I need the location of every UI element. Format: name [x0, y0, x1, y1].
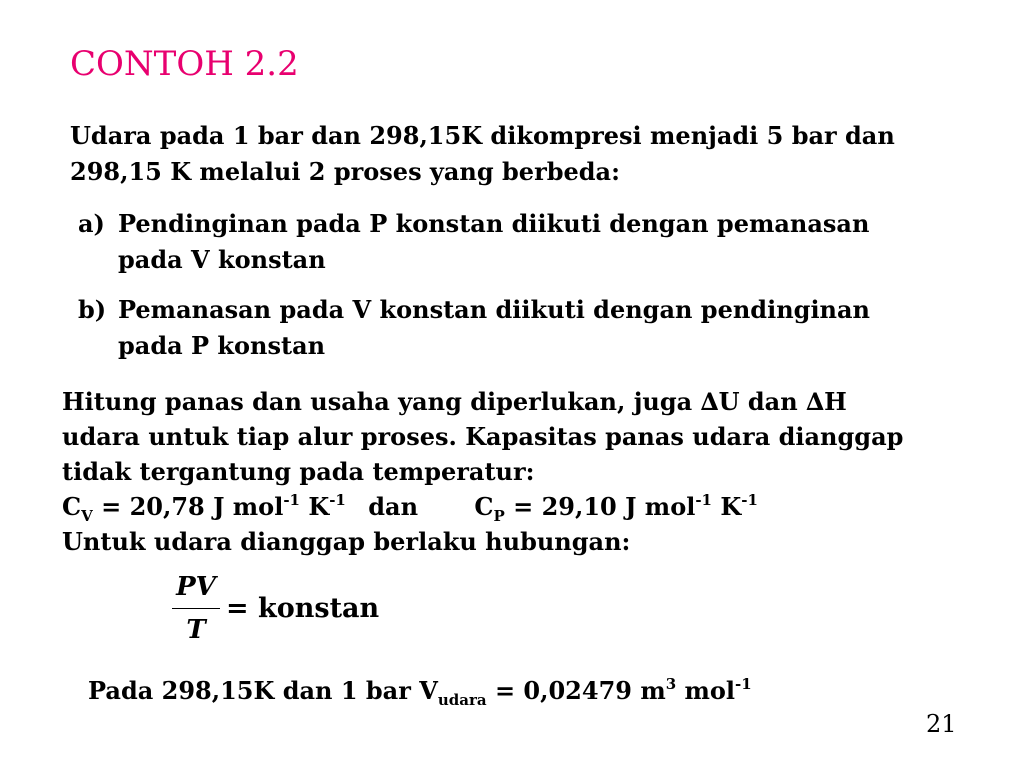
item-line-2: pada P konstan	[118, 331, 326, 360]
formula-numerator: PV	[176, 572, 216, 602]
formula-denominator: T	[186, 615, 206, 645]
process-item-a	[78, 206, 869, 278]
page-number: 21	[926, 710, 957, 738]
problem-line-1: Udara pada 1 bar dan 298,15K dikompresi menjadi 5 bar dan	[70, 121, 895, 150]
formula-fraction	[172, 570, 220, 647]
heat-capacity-line	[62, 489, 982, 524]
cp-value: $C_P = 29,10$ J mol$^{-1}$ $K^{-1}$	[474, 491, 758, 525]
question-block	[62, 384, 982, 559]
problem-statement	[70, 118, 960, 190]
question-line-1: Hitung panas dan usaha yang diperlukan, juga ∆U dan ∆H	[62, 387, 847, 416]
item-line-1: Pendinginan pada P konstan diikuti dengan pemanasan	[118, 209, 870, 238]
fraction-bar	[172, 608, 220, 609]
relation-intro: Untuk udara dianggap berlaku hubungan:	[62, 527, 631, 556]
delta-symbol: ∆	[806, 387, 825, 416]
cv-value: $C_V = 20,78$ J mol$^{-1}$ $K^{-1}$	[62, 491, 346, 525]
formula-rhs: = konstan	[226, 593, 380, 624]
question-line-3: tidak tergantung pada temperatur:	[62, 457, 535, 486]
item-line-2: pada V konstan	[118, 245, 326, 274]
slide-title: CONTOH 2.2	[70, 44, 299, 84]
problem-line-2: 298,15 K melalui 2 proses yang berbeda:	[70, 157, 620, 186]
condition-line: Pada 298,15K dan 1 bar $V_{udara} = 0,02479$ $m^3$ mol$^{-1}$	[88, 675, 752, 709]
dan-connector: dan	[368, 492, 419, 521]
item-line-1: Pemanasan pada V konstan diikuti dengan pendinginan	[118, 295, 871, 324]
question-line-2: udara untuk tiap alur proses. Kapasitas panas udara dianggap	[62, 422, 904, 451]
item-label: a)	[78, 209, 105, 238]
delta-symbol: ∆	[700, 387, 719, 416]
process-item-b	[78, 292, 870, 364]
item-label: b)	[78, 295, 107, 324]
